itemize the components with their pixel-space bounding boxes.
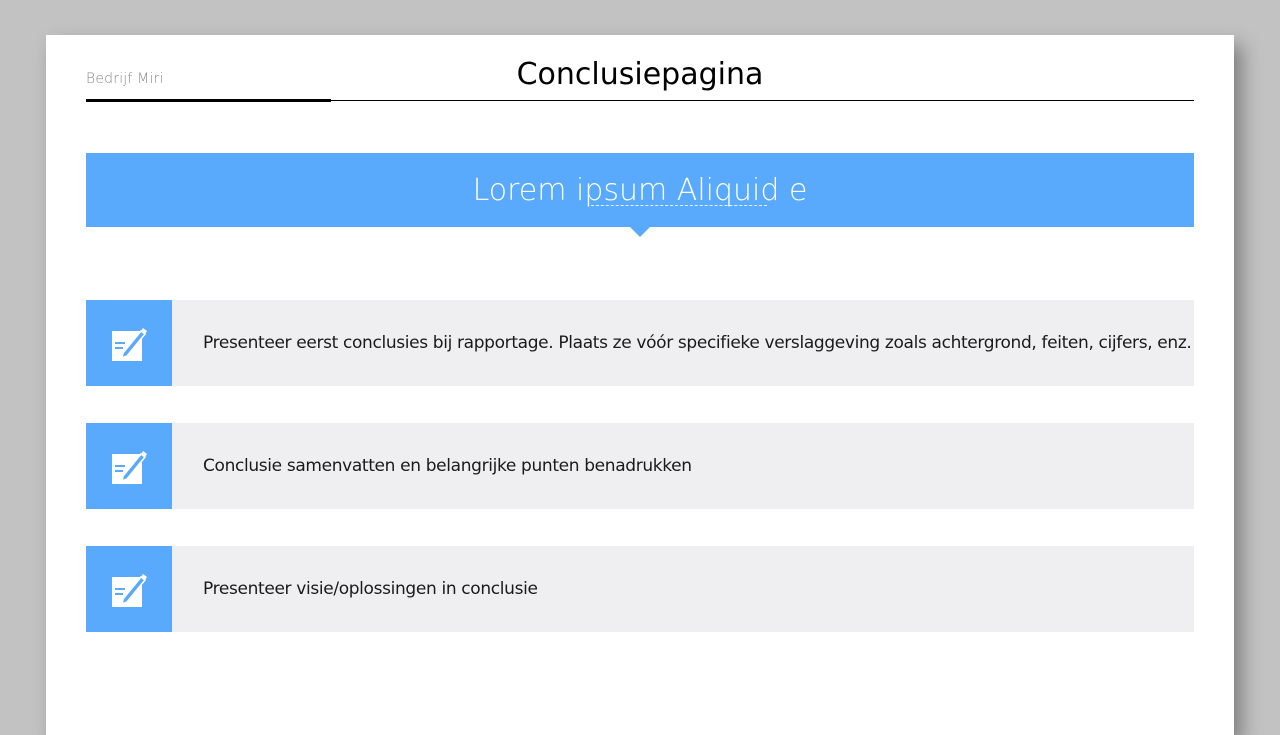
edit-note-icon [109,446,149,486]
spellcheck-underline [591,205,767,206]
edit-note-icon [109,323,149,363]
item-text: Presenteer visie/oplossingen in conclusie [203,579,538,599]
banner [86,153,1194,227]
banner-pointer-arrow [630,227,650,237]
list-item [86,423,1194,509]
list-item [86,546,1194,632]
header-divider-accent [86,99,331,102]
list-item [86,300,1194,386]
item-icon-box [86,300,172,386]
slide-page [46,35,1234,735]
item-icon-box [86,423,172,509]
item-text: Presenteer eerst conclusies bij rapportage. Plaats ze vóór specifieke verslaggeving zoals achtergrond, feiten, cijfers, enz. [203,333,1192,353]
banner-text: Lorem ipsum Aliquid e [472,172,808,208]
page-title: Conclusiepagina [516,57,764,92]
edit-note-icon [109,569,149,609]
item-icon-box [86,546,172,632]
item-text: Conclusie samenvatten en belangrijke punten benadrukken [203,456,692,476]
banner-heading[interactable] [473,173,808,208]
company-name: Bedrijf Miri [86,71,164,87]
